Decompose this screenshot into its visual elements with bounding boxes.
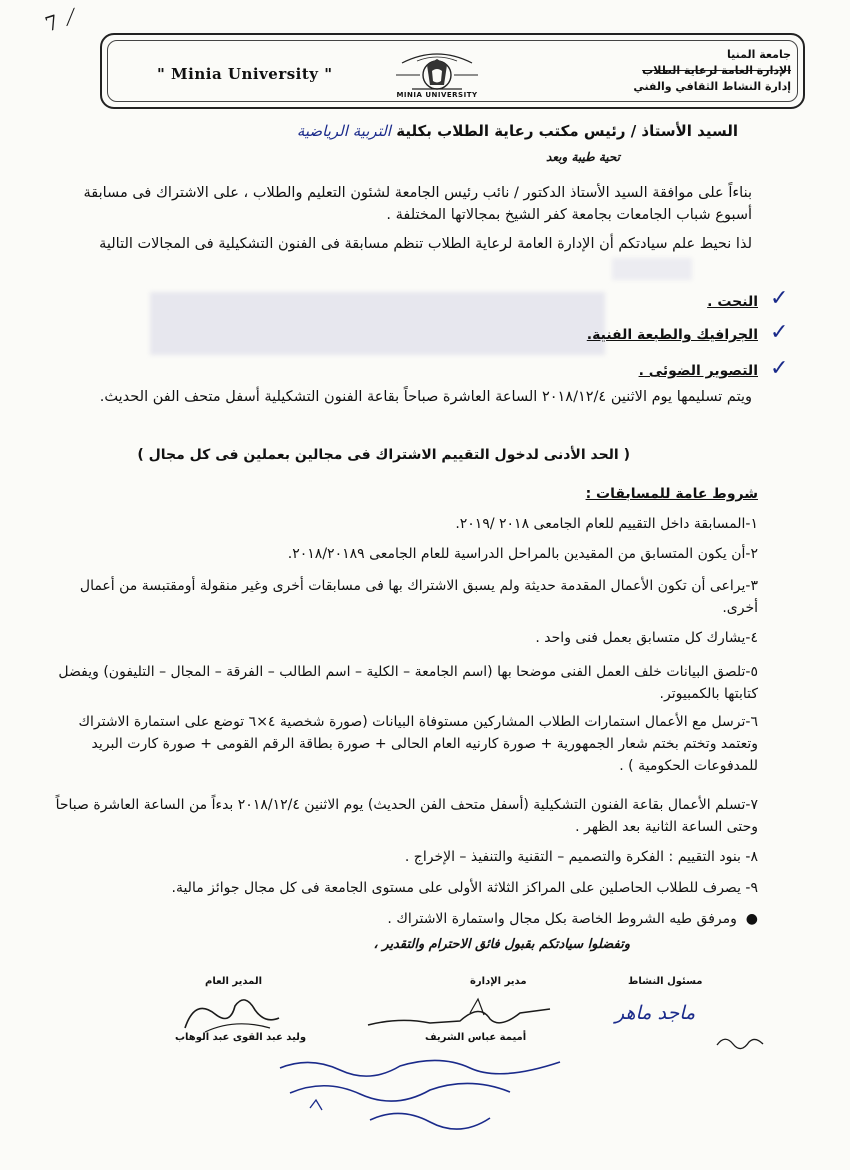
field-graphics: الجرافيك والطبعة الفنية. — [586, 327, 758, 343]
checkmark-icon: ✓ — [770, 286, 789, 311]
header-line-university: جامعة المنيا — [727, 48, 791, 61]
minimum-requirement: ( الحد الأدنى لدخول التقييم الاشتراك فى مجالين بعملين فى كل مجال ) — [137, 447, 630, 463]
addressee-line — [297, 122, 738, 140]
condition-item: ٧-تسلم الأعمال بقاعة الفنون التشكيلية (أسفل متحف الفن الحديث) يوم الاثنين ٢٠١٨/١٢/٤ بدءاً من الساعة العاشرة صباحاً وحتى الساعة الثانية بعد الظهر . — [55, 797, 758, 835]
general-manager-name: وليد عبد القوى عبد الوهاب — [175, 1032, 307, 1043]
header-line-administration: الإدارة العامة لرعاية الطلاب — [642, 64, 791, 77]
attachment-note — [387, 911, 758, 927]
handwritten-annotation — [270, 1048, 570, 1138]
letterhead — [100, 33, 805, 109]
condition-item: ٣-يراعى أن تكون الأعمال المقدمة حديثة ولم يسبق الاشتراك بها فى مسابقات أخرى وغير منقولة أومقتبسة من أعمال أخرى. — [79, 578, 758, 616]
paragraph-delivery: ويتم تسليمها يوم الاثنين ٢٠١٨/١٢/٤ الساعة العاشرة صباحاً بقاعة الفنون التشكيلية أسفل متحف الفن الحديث. — [99, 389, 752, 405]
checkmark-icon: ✓ — [770, 356, 789, 381]
condition-item: ٨- بنود التقييم : الفكرة والتصميم – التقنية والتنفيذ – الإخراج . — [404, 849, 758, 865]
logo-caption: MINIA UNIVERSITY — [396, 91, 478, 99]
paragraph-competition: لذا نحيط علم سيادتكم أن الإدارة العامة لرعاية الطلاب تنظم مسابقة فى الفنون التشكيلية فى المجالات التالية — [99, 236, 752, 252]
condition-item: ٤-يشارك كل متسابق بعمل فنى واحد . — [535, 630, 758, 646]
director-name: أميمة عباس الشريف — [425, 1032, 527, 1043]
label-activity-officer: مسئول النشاط — [628, 976, 703, 987]
bullet-icon: ● — [736, 911, 758, 927]
condition-item: ٢-أن يكون المتسابق من المقيدين بالمراحل الدراسية للعام الجامعى ٢٠١٨/٢٠١٨٩. — [287, 546, 758, 562]
addressee-prefix: السيد الأستاذ / رئيس مكتب رعاية الطلاب بكلية — [396, 122, 738, 140]
university-name-en: " Minia University " — [157, 65, 333, 83]
condition-item: ٥-تلصق البيانات خلف العمل الفنى موضحا بها (اسم الجامعة – الكلية – اسم الطالب – الفرقة – المجال – التليفون) ويفضل كتابتها بالكمبيوتر. — [58, 664, 758, 702]
activity-officer-name-hw: ماجد ماهر — [615, 1002, 696, 1024]
label-director: مدير الإدارة — [470, 976, 527, 987]
general-manager-signature — [175, 988, 285, 1038]
attachment-text: ومرفق طيه الشروط الخاصة بكل مجال واستمارة الاشتراك . — [387, 911, 737, 927]
header-line-department: إدارة النشاط الثقافي والفني — [633, 80, 791, 93]
redaction-blur — [150, 292, 605, 355]
conditions-title: شروط عامة للمسابقات : — [585, 486, 758, 502]
activity-officer-signature — [715, 1030, 765, 1052]
condition-item: ١-المسابقة داخل التقييم للعام الجامعى ٢٠١٨ /٢٠١٩. — [455, 516, 758, 532]
condition-item: ٦-ترسل مع الأعمال استمارات الطلاب المشاركين مستوفاة البيانات (صورة شخصية ٤×٦ توضع على استمارة الاشتراك وتعتمد وتختم بختم شعار الجمهورية + صورة كارنيه العام الحالى + صورة بطاقة الرقم القومى + صورة كارت البريد للمدفوعات الحكومية ) . — [78, 714, 758, 774]
handwritten-top-mark: 7 ⟋ — [42, 3, 81, 37]
paragraph-approval: بناءاً على موافقة السيد الأستاذ الدكتور / نائب رئيس الجامعة لشئون التعليم والطلاب ، على الاشتراك فى مسابقة أسبوع شباب الجامعات بجامعة كفر الشيخ بمجالاتها المختلفة . — [83, 185, 752, 223]
greeting: تحية طيبة وبعد — [546, 150, 620, 164]
letterhead-arabic — [601, 47, 791, 95]
closing-line: وتفضلوا سيادتكم بقبول فائق الاحترام والتقدير ، — [373, 937, 630, 952]
label-general-manager: المدير العام — [205, 976, 263, 987]
field-sculpture: النحت . — [707, 294, 758, 310]
faculty-handwritten: التربية الرياضية — [296, 122, 391, 140]
redaction-blur-small — [612, 258, 692, 280]
field-photography: التصوير الضوئى . — [638, 363, 758, 379]
checkmark-icon: ✓ — [770, 320, 789, 345]
condition-item: ٩- يصرف للطلاب الحاصلين على المراكز الثلاثة الأولى على مستوى الجامعة فى كل مجال جوائز مالية. — [171, 880, 758, 896]
